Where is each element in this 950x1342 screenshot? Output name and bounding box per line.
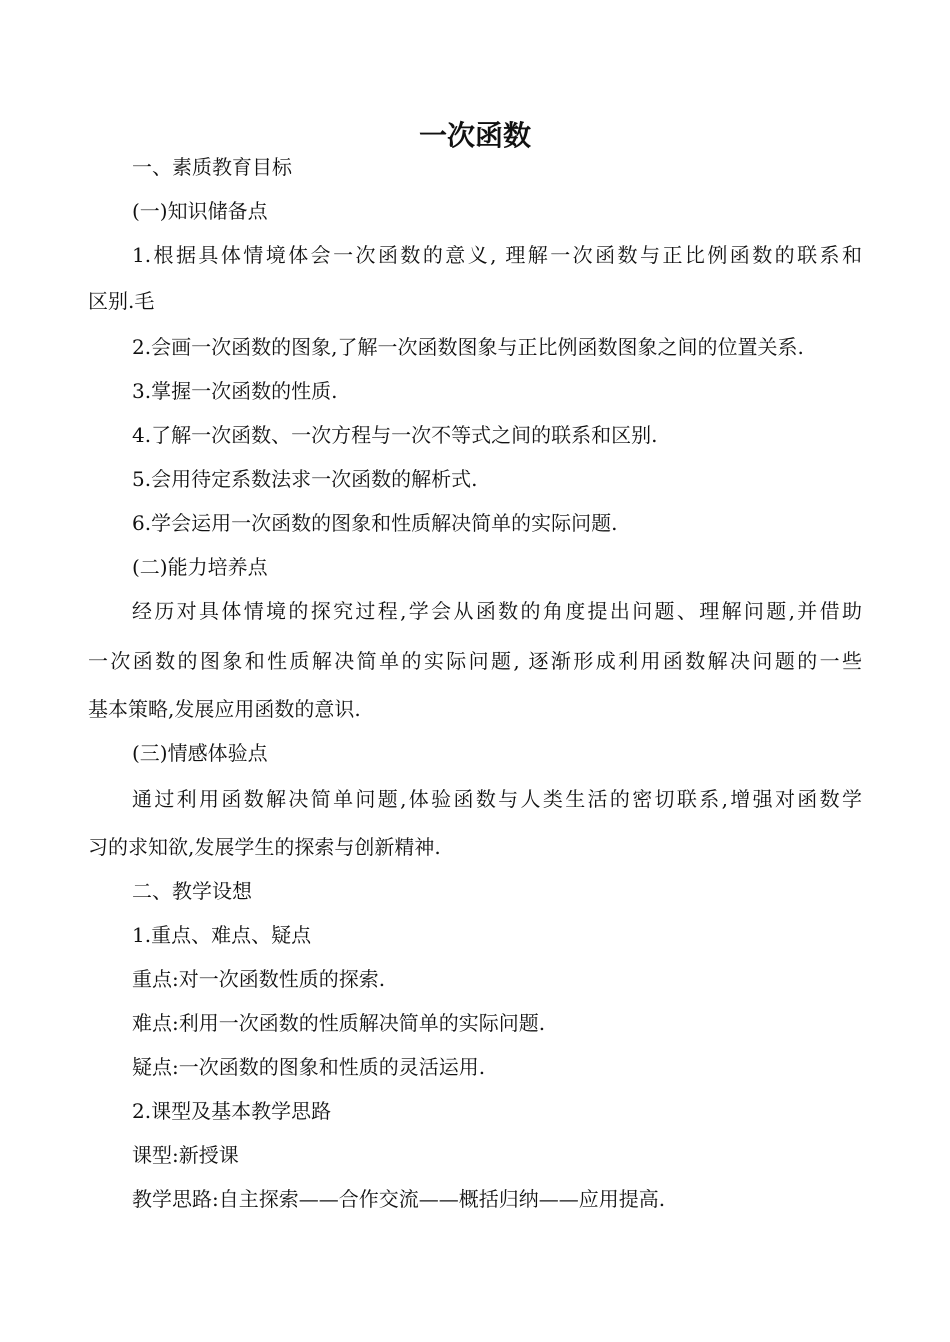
subheading-ability: (二)能力培养点: [132, 555, 268, 579]
paragraph-line: 重点:对一次函数性质的探索.: [132, 967, 386, 991]
subheading-knowledge: (一)知识储备点: [132, 199, 268, 223]
paragraph-line: 一次函数的图象和性质解决简单的实际问题, 逐渐形成利用函数解决问题的一些: [88, 649, 862, 673]
list-item: 1.重点、难点、疑点: [132, 923, 312, 947]
list-item: 2.课型及基本教学思路: [132, 1099, 332, 1123]
paragraph-line: 通过利用函数解决简单问题,体验函数与人类生活的密切联系,增强对函数学: [132, 787, 862, 811]
paragraph-line: 区别.毛: [88, 289, 155, 313]
list-item: 5.会用待定系数法求一次函数的解析式.: [132, 467, 478, 491]
section-heading-design: 二、教学设想: [132, 879, 252, 903]
list-item: 2.会画一次函数的图象,了解一次函数图象与正比例函数图象之间的位置关系.: [132, 335, 804, 359]
paragraph-line: 疑点:一次函数的图象和性质的灵活运用.: [132, 1055, 486, 1079]
list-item: 4.了解一次函数、一次方程与一次不等式之间的联系和区别.: [132, 423, 658, 447]
subheading-emotion: (三)情感体验点: [132, 741, 268, 765]
list-item: 3.掌握一次函数的性质.: [132, 379, 338, 403]
paragraph-line: 经历对具体情境的探究过程,学会从函数的角度提出问题、理解问题,并借助: [132, 599, 862, 623]
paragraph-line: 课型:新授课: [132, 1143, 239, 1167]
paragraph-line: 基本策略,发展应用函数的意识.: [88, 697, 361, 721]
document-title: 一次函数: [418, 119, 531, 152]
paragraph-line: 习的求知欲,发展学生的探索与创新精神.: [88, 835, 441, 859]
list-item: 6.学会运用一次函数的图象和性质解决简单的实际问题.: [132, 511, 618, 535]
paragraph-line: 1.根据具体情境体会一次函数的意义, 理解一次函数与正比例函数的联系和: [132, 243, 862, 267]
paragraph-line: 教学思路:自主探索——合作交流——概括归纳——应用提高.: [132, 1187, 666, 1211]
paragraph-line: 难点:利用一次函数的性质解决简单的实际问题.: [132, 1011, 546, 1035]
section-heading-goals: 一、素质教育目标: [132, 155, 292, 179]
